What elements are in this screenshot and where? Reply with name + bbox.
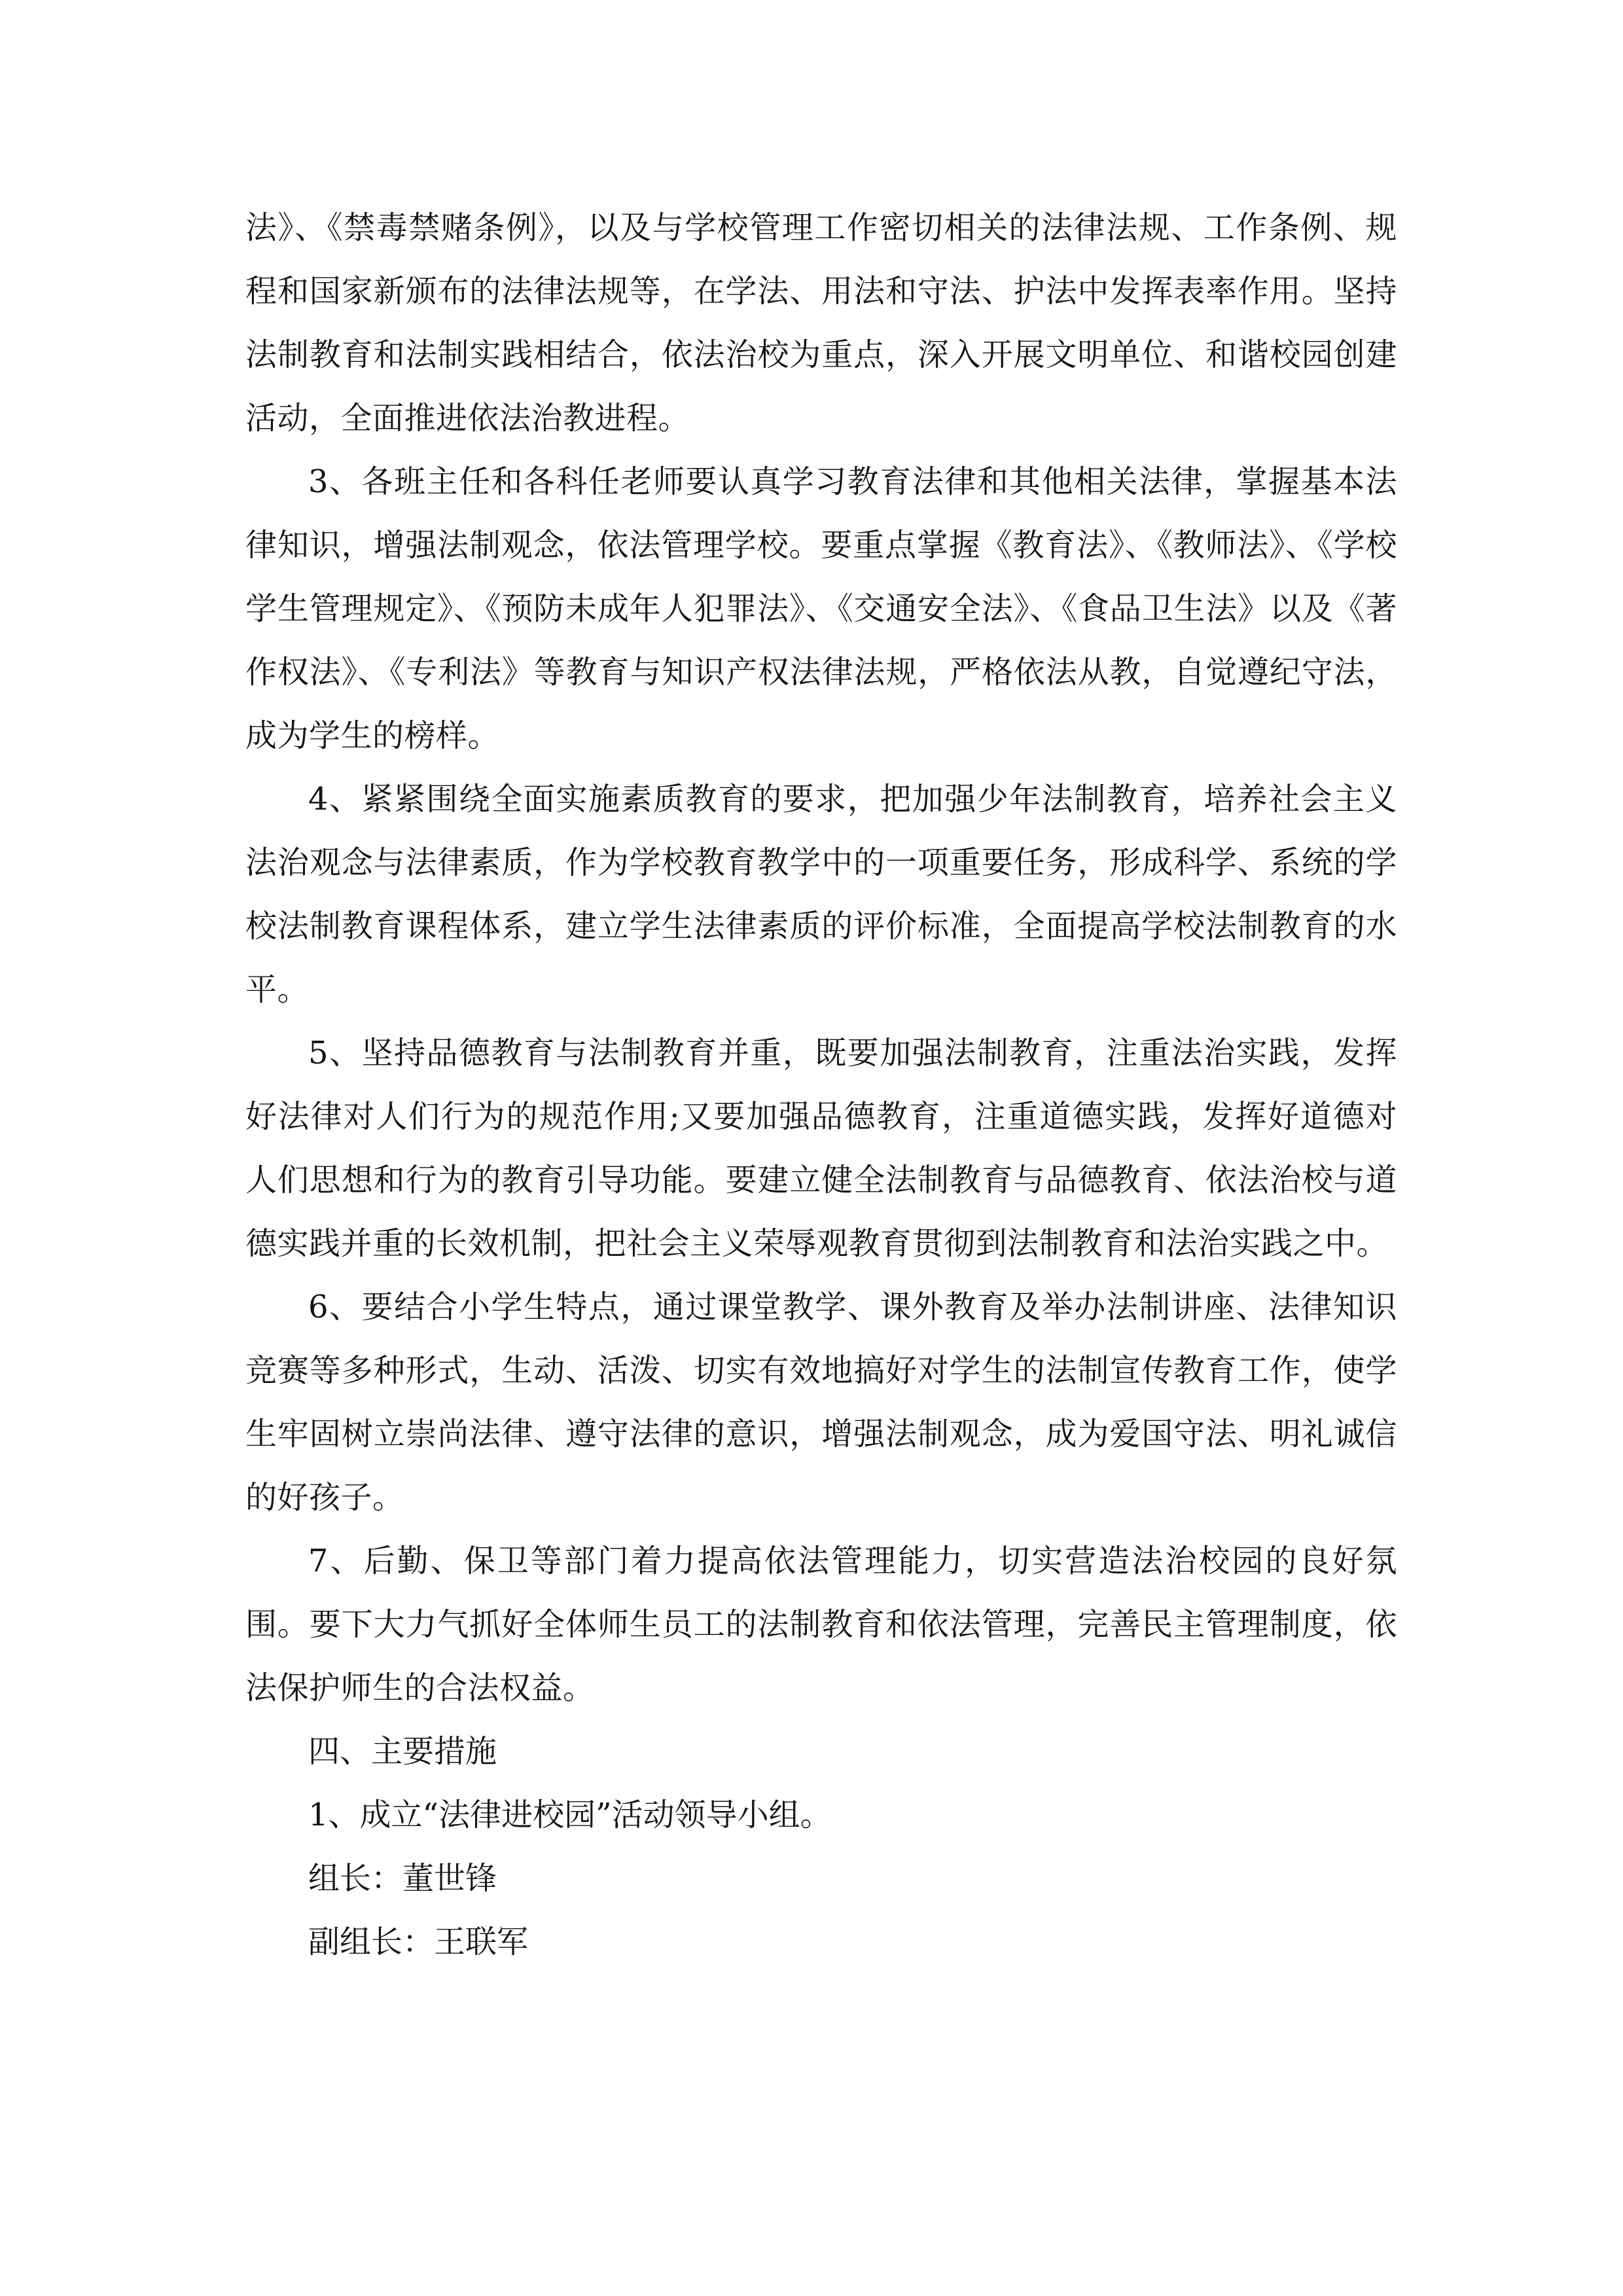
deputy-leader-line: 副组长：王联军: [308, 1924, 529, 1960]
paragraph-item-4: 4、紧紧围绕全面实施素质教育的要求，把加强少年法制教育，培养社会主义法治观念与法律素质，作为学校教育教学中的一项重要任务，形成科学、系统的学校法制教育课程体系，建立学生法律素质的评价标准，全面提高学校法制教育的水平。: [245, 781, 1397, 1008]
leader-line: 组长：董世锋: [308, 1860, 497, 1897]
section-heading: 四、主要措施: [308, 1733, 497, 1770]
paragraph-item-3: 3、各班主任和各科任老师要认真学习教育法律和其他相关法律，掌握基本法律知识，增强法制观念，依法管理学校。要重点掌握《教育法》、《教师法》、《学校学生管理规定》、《预防未成年人犯罪法》、《交通安全法》、《食品卫生法》以及《著作权法》、《专利法》等教育与知识产权法律法规，严格依法从教，自觉遵纪守法，成为学生的榜样。: [245, 463, 1397, 754]
paragraph-continuation: 法》、《禁毒禁赌条例》，以及与学校管理工作密切相关的法律法规、工作条例、规程和国家新颁布的法律法规等，在学法、用法和守法、护法中发挥表率作用。坚持法制教育和法制实践相结合，依法治校为重点，深入开展文明单位、和谐校园创建活动，全面推进依法治教进程。: [245, 209, 1397, 437]
measure-item-1: 1、成立“法律进校园”活动领导小组。: [308, 1797, 832, 1833]
document-body: [245, 196, 1397, 1974]
paragraph-item-7: 7、后勤、保卫等部门着力提高依法管理能力，切实营造法治校园的良好氛围。要下大力气抓好全体师生员工的法制教育和依法管理，完善民主管理制度，依法保护师生的合法权益。: [245, 1543, 1397, 1706]
paragraph-item-6: 6、要结合小学生特点，通过课堂教学、课外教育及举办法制讲座、法律知识竞赛等多种形式，生动、活泼、切实有效地搞好对学生的法制宣传教育工作，使学生牢固树立崇尚法律、遵守法律的意识，增强法制观念，成为爱国守法、明礼诚信的好孩子。: [245, 1289, 1397, 1516]
paragraph-item-5: 5、坚持品德教育与法制教育并重，既要加强法制教育，注重法治实践，发挥好法律对人们行为的规范作用;又要加强品德教育，注重道德实践，发挥好道德对人们思想和行为的教育引导功能。要建立健全法制教育与品德教育、依法治校与道德实践并重的长效机制，把社会主义荣辱观教育贯彻到法制教育和法治实践之中。: [245, 1035, 1397, 1262]
